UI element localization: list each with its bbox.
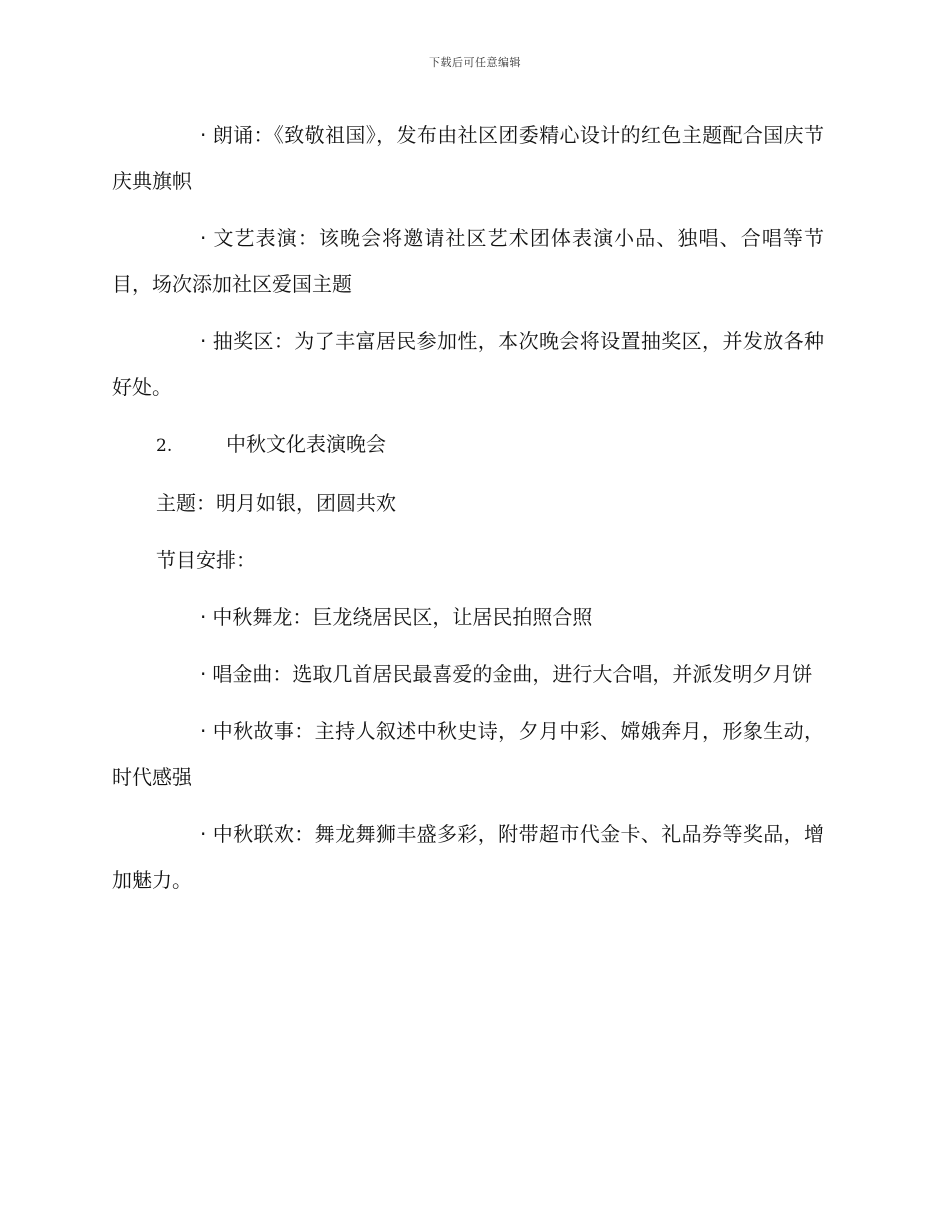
section-heading — [112, 421, 824, 469]
list-item-text: 抽奖区：为了丰富居民参加性，本次晚会将设置抽奖区，并发放各种好处。 — [112, 329, 824, 399]
program-label: 节目安排： — [156, 548, 256, 572]
list-item-text: 唱金曲：选取几首居民最喜爱的金曲，进行大合唱，并派发明夕月饼 — [212, 662, 813, 686]
list-item-text: 朗诵：《致敬祖国》，发布由社区团委精心设计的红色主题配合国庆节庆典旗帜 — [112, 123, 824, 193]
list-item-party — [112, 811, 824, 903]
list-item-songs — [112, 651, 824, 697]
bullet-icon: · — [200, 329, 207, 353]
list-item-performance — [112, 215, 824, 307]
list-item-text: 中秋联欢：舞龙舞狮丰盛多彩，附带超市代金卡、礼品券等奖品，增加魅力。 — [112, 822, 824, 892]
bullet-icon: · — [200, 822, 207, 846]
bullet-icon: · — [200, 226, 207, 250]
list-item-recitation — [112, 112, 824, 204]
list-item-text: 中秋故事：主持人叙述中秋史诗，夕月中彩、嫦娥奔月，形象生动，时代感强 — [112, 719, 824, 789]
bullet-icon: · — [200, 662, 207, 686]
section-title: 中秋文化表演晚会 — [226, 432, 386, 456]
list-item-text: 中秋舞龙：巨龙绕居民区，让居民拍照合照 — [212, 605, 593, 629]
bullet-icon: · — [200, 605, 207, 629]
list-item-stories — [112, 708, 824, 800]
bullet-icon: · — [200, 719, 207, 743]
section-number: 2. — [156, 436, 173, 456]
section-theme: 主题：明月如银，团圆共欢 — [156, 491, 396, 515]
list-item-dragon-dance — [112, 594, 824, 640]
bullet-icon: · — [200, 123, 207, 147]
page-header: 下载后可任意编辑 — [429, 56, 521, 69]
list-item-lottery — [112, 318, 824, 410]
document-body — [112, 112, 824, 914]
list-item-text: 文艺表演：该晚会将邀请社区艺术团体表演小品、独唱、合唱等节目，场次添加社区爱国主题 — [112, 226, 824, 296]
